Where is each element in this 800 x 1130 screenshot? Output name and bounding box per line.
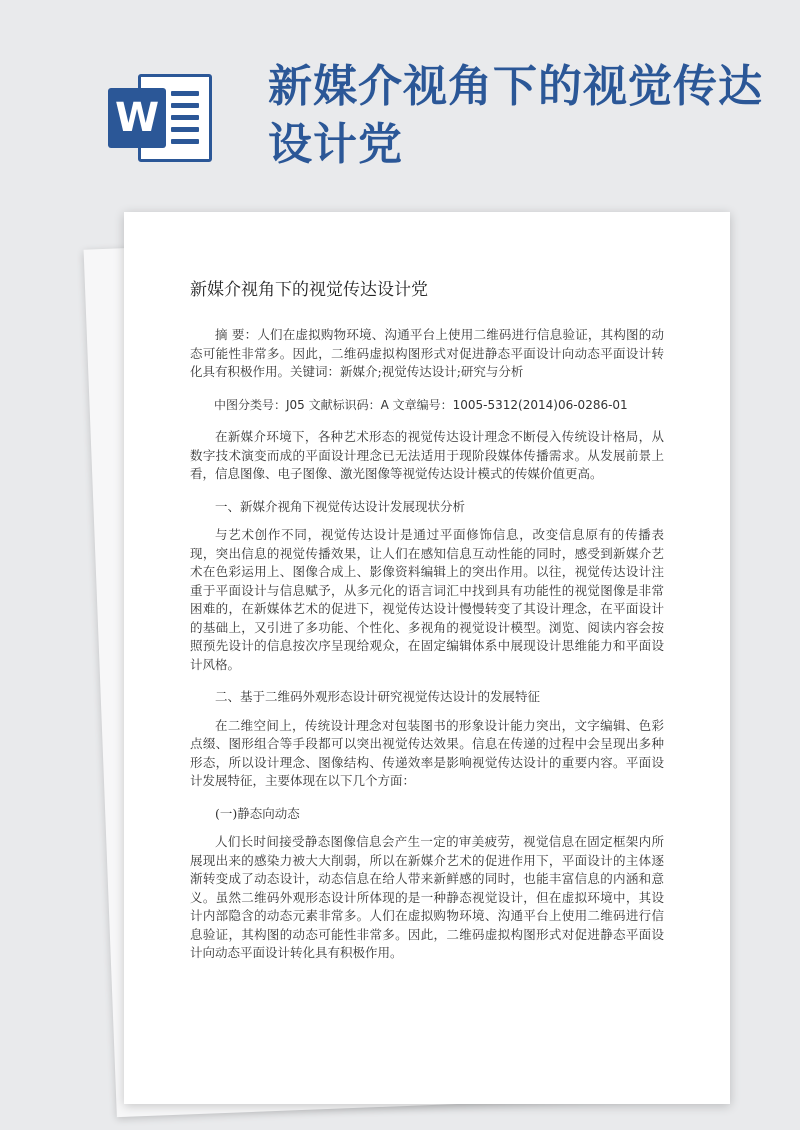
classification-line: 中图分类号：J05 文献标识码：A 文章编号：1005-5312(2014)06-0286-01 <box>214 397 628 412</box>
subsection-1-heading: (一)静态向动态 <box>215 805 300 821</box>
section-2-heading: 二、基于二维码外观形态设计研究视觉传达设计的发展特征 <box>215 689 541 704</box>
document-title: 新媒介视角下的视觉传达设计党 <box>190 280 428 300</box>
section-1-heading: 一、新媒介视角下视觉传达设计发展现状分析 <box>215 498 466 514</box>
abstract-paragraph: 摘 要：人们在虚拟购物环境、沟通平台上使用二维码进行信息验证，其构图的动态可能性非常多。因此，二维码虚拟构图形式对促进静态平面设计向动态平面设计转化具有积极作用。关键词：新媒介;视觉传达设计;研究与分析 <box>190 327 664 379</box>
section-2-body: 在二维空间上，传统设计理念对包装图书的形象设计能力突出，文字编辑、色彩点缀、图形组合等手段都可以突出视觉传达效果。信息在传递的过程中会呈现出多种形态，所以设计理念、图像结构、传递效率是影响视觉传达设计的重要内容。平面设计发展特征，主要体现在以下几个方面： <box>190 717 664 788</box>
intro-paragraph: 在新媒介环境下，各种艺术形态的视觉传达设计理念不断侵入传统设计格局，从数字技术演变而成的平面设计理念已无法适用于现阶段媒体传播需求。从发展前景上看，信息图像、电子图像、激光图像等视觉传达设计模式的传媒价值更高。 <box>190 429 664 481</box>
banner-title: 新媒介视角下的视觉传达设计党 <box>268 61 763 170</box>
subsection-1-body: 人们长时间接受静态图像信息会产生一定的审美疲劳，视觉信息在固定框架内所展现出来的感染力被大大削弱，所以在新媒介艺术的促进作用下，平面设计的主体逐渐转变成了动态设计，动态信息在给人带来新鲜感的同时，也能丰富信息的内涵和意义。虽然二维码外观形态设计所体现的是一种静态视觉设计，但在虚拟环境中，其设计内部隐含的动态元素非常多。人们在虚拟购物环境、沟通平台上使用二维码进行信息验证，其构图的动态可能性非常多。因此，二维码虚拟构图形式对促进静态平面设计向动态平面设计转化具有积极作用。 <box>190 834 664 960</box>
document-content <box>190 278 664 977</box>
word-letter-badge: W <box>108 88 166 148</box>
word-document-icon <box>108 74 220 162</box>
section-1-body: 与艺术创作不同，视觉传达设计是通过平面修饰信息，改变信息原有的传播表现，突出信息的视觉传播效果，让人们在感知信息互动性能的同时，感受到新媒介艺术在色彩运用上、图像合成上、影像资料编辑上的突出作用。以往，视觉传达设计注重于平面设计与信息赋予，从多元化的语言词汇中找到具有功能性的视觉图像是非常困难的，在新媒体艺术的促进下，视觉传达设计慢慢转变了其设计理念，在平面设计的基础上，又引进了多功能、个性化、多视角的视觉设计模型。浏览、阅读内容会按照预先设计的信息按次序呈现给观众，在固定编辑体系中展现设计思维能力和平面设计风格。 <box>190 527 664 672</box>
document-page <box>124 212 730 1104</box>
